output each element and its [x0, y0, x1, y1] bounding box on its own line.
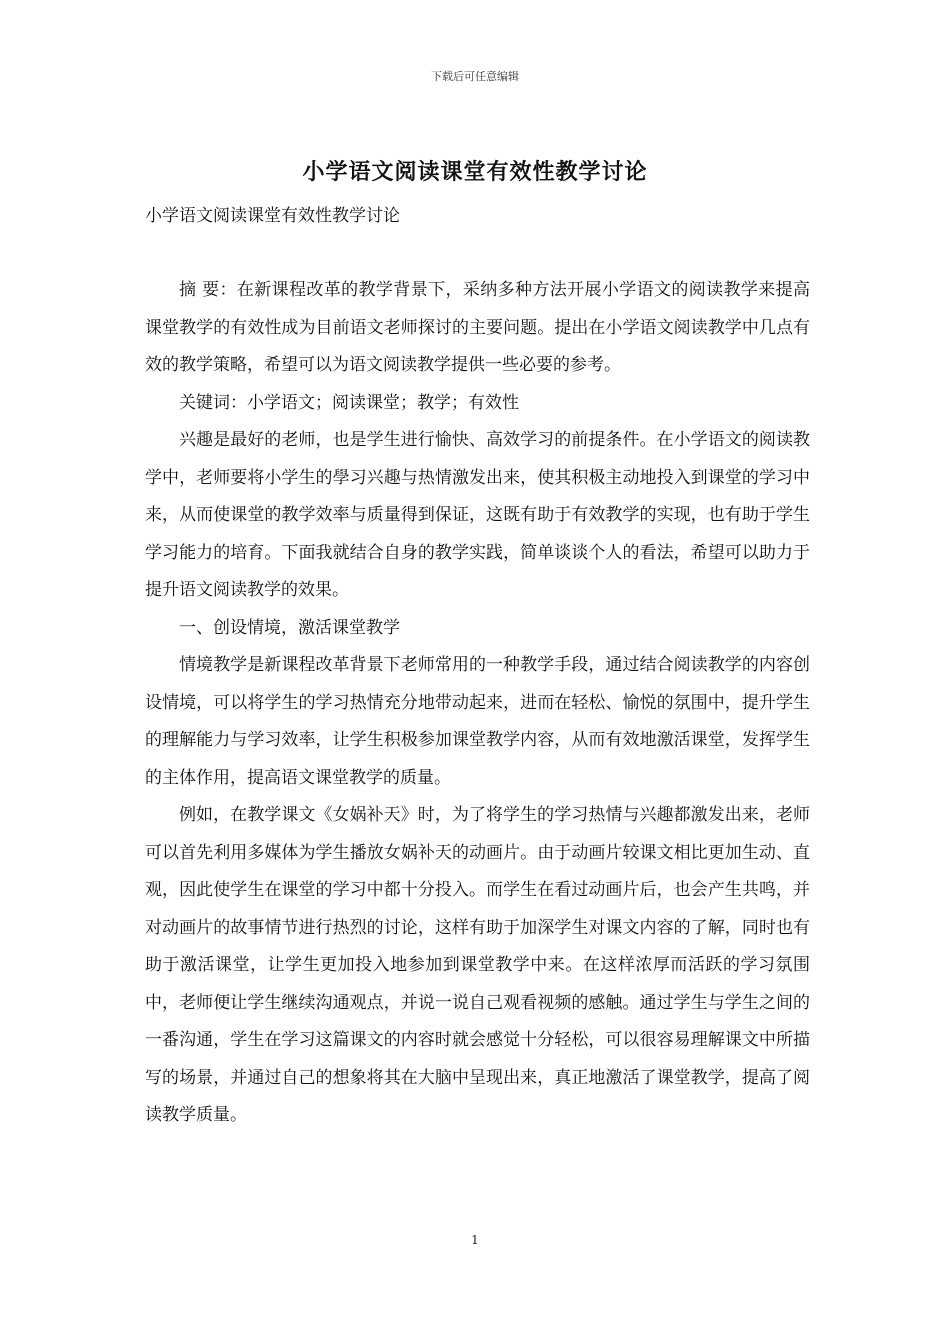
document-subtitle: 小学语文阅读课堂有效性教学讨论	[145, 206, 400, 226]
abstract-paragraph: 摘 要：在新课程改革的教学背景下，采纳多种方法开展小学语文的阅读教学来提高课堂教学的有效性成为目前语文老师探讨的主要问题。提出在小学语文阅读教学中几点有效的教学策略，希望可以为语文阅读教学提供一些必要的参考。	[145, 280, 810, 375]
page-number: 1	[471, 1233, 479, 1247]
body-paragraph: 情境教学是新课程改革背景下老师常用的一种教学手段，通过结合阅读教学的内容创设情境，可以将学生的学习热情充分地带动起来，进而在轻松、愉悦的氛围中，提升学生的理解能力与学习效率，让学生积极参加课堂教学内容，从而有效地激活课堂，发挥学生的主体作用，提高语文课堂教学的质量。	[145, 655, 810, 788]
example-paragraph: 例如，在教学课文《女娲补天》时，为了将学生的学习热情与兴趣都激发出来，老师可以首先利用多媒体为学生播放女娲补天的动画片。由于动画片较课文相比更加生动、直观，因此使学生在课堂的学习中都十分投入。而学生在看过动画片后，也会产生共鸣，并对动画片的故事情节进行热烈的讨论，这样有助于加深学生对课文内容的了解，同时也有助于激活课堂，让学生更加投入地参加到课堂教学中来。在这样浓厚而活跃的学习氛围中，老师便让学生继续沟通观点，并说一说自己观看视频的感触。通过学生与学生之间的一番沟通，学生在学习这篇课文的内容时就会感觉十分轻松，可以很容易理解课文中所描写的场景，并通过自己的想象将其在大脑中呈现出来，真正地激活了课堂教学，提高了阅读教学质量。	[145, 805, 810, 1125]
document-body	[145, 272, 810, 1135]
keywords-paragraph: 关键词：小学语文；阅读课堂；教学；有效性	[179, 392, 519, 413]
document-title: 小学语文阅读课堂有效性教学讨论	[302, 159, 648, 185]
intro-paragraph: 兴趣是最好的老师，也是学生进行愉快、高效学习的前提条件。在小学语文的阅读教学中，老师要将小学生的學习兴趣与热情激发出来，使其积极主动地投入到课堂的学习中来，从而使课堂的教学效率与质量得到保证，这既有助于有效教学的实现，也有助于学生学习能力的培育。下面我就结合自身的教学实践，简单谈谈个人的看法，希望可以助力于提升语文阅读教学的效果。	[145, 430, 810, 600]
section-heading: 一、创设情境，激活课堂教学	[179, 617, 400, 638]
header-note: 下载后可任意编辑	[431, 70, 519, 83]
